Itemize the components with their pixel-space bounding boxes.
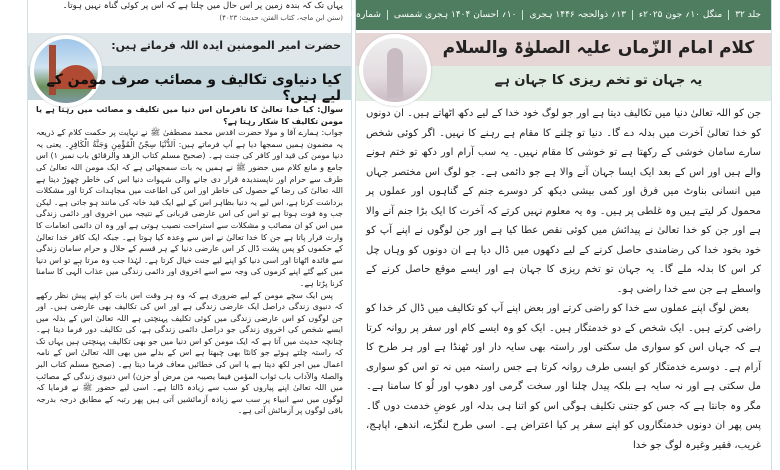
paragraph: جواب: ہمارے آقا و مولا حضرت اقدس محمد مصطفیٰ ﷺ نے نہایت پر حکمت کلام کے ذریعہ یہ مضمون ہمیں سمجھا دیا ہے آپ فرماتے ہیں: اَلدُّنْيَا سِجْنُ الْمُؤْمِنِ وَجَنَّةُ الْكَافِرِ۔ یعنی یہ دنیا مومن کی قید اور کافر کی جنت ہے۔ (صحیح مسلم کتاب الزھد والرقائق باب نمبر ۱) اس جامع و مانع کلام میں حضور ﷺ نے ہمیں یہ بات سمجھائی ہے کہ ایک مومن اللہ تعالیٰ کی طرف سے حرام اور ناپسندیدہ قرار دی جانے والی شہوات دنیا اس کی خاطر چھوڑ دیتا ہے اللہ تعالیٰ کی رضا کے حصول کی خاطر اور اس کی اطاعت میں مجاہدات کرتا اور مشکلات برداشت کرتا ہے، اس لیے یہ دنیا بظاہر اس کے لیے ایک قید خانہ کی مانند ہو جاتی ہے۔ لیکن جب وہ فوت ہوتا ہے تو اس کی اس عارضی قربانی کے نتیجہ میں اخروی اور دائمی زندگی میں اس کو ان مصائب و مشکلات سے استراحت نصیب ہوتی ہے اور وہ ان دائمی انعامات کا وارث قرار پاتا ہے جن کا خدا تعالیٰ نے اس سے وعدہ کیا ہوتا ہے۔ جبکہ ایک کافر خدا تعالیٰ کے حکموں کو پس پشت ڈال کر اس عارضی دنیا کے ہر قسم کے حلال و حرام سامان زندگی سے فائدہ اٹھاتا اور اسی دنیا کو اپنے لیے جنت خیال کرتا ہے۔ لہٰذا جب وہ مرتا ہے تو اس دنیا میں کیے گئے اپنے کرموں کی وجہ سے اسے اخروی اور دائمی زندگی میں عذاب الٰہی کا سامنا کرنا پڑتا ہے۔	[36, 128, 344, 288]
date-hijri: ۱۳؍ ذوالحجہ ۱۴۴۶ ہجری	[522, 10, 631, 20]
paragraph: جن کو اللہ تعالیٰ دنیا میں تکالیف دیتا ہے اور جو لوگ خود خدا کے لیے دکھ اٹھاتے ہیں۔ ان دونوں کو خدا تعالیٰ آخرت میں بدلہ دے گا۔ دنیا تو چلنے کا مقام ہے رہنے کا نہیں۔ اگر کوئی شخص سارے سامان خوشی کے رکھتا ہے تو خوشی کا مقام نہیں۔ یہ سب آرام اور دکھ تو ختم ہونے والے ہیں اور اس کے بعد ایک ایسا جہان آنے والا ہے جو دائمی ہے۔ جو لوگ اس مختصر جہاں میں انسانی بناوٹ میں فرق اور کمی بیشی دیکھ کر دوسرے جنم کے گناہوں اور عملوں پر محمول کر لیتے ہیں وہ غلطی پر ہیں۔ وہ یہ معلوم نہیں کرتے کہ آخرت کا ایک بڑا جنم آنے والا ہے اور جن کو خدا تعالیٰ نے پیدائش میں کوئی نقص عطا کیا ہے اور جن لوگوں نے اپنے آپ کو خود بخود خدا کی رضامندی حاصل کرنے کے لیے دکھوں میں ڈال دیا ہے ان دونوں کو وہاں چل کر اس کا بدلہ ملے گا۔ یہ جہان تو تخم ریزی کا جہان ہے اور ایسے موقع حاصل کرنے کے واسطے ہے جن سے خدا راضی ہو۔	[366, 108, 761, 295]
date-shamsi: ۱۰؍ احسان ۱۴۰۴ ہجری شمسی	[387, 10, 523, 20]
masthead-bar	[338, 0, 771, 30]
right-column	[338, 0, 772, 470]
article-title: کیا دنیاوی تکالیف و مصائب صرف مومن کے لیے ہیں؟	[46, 72, 341, 104]
right-article-body	[356, 104, 771, 455]
date-gregorian: منگل ۱۰؍ جون ۲۰۲۵ء	[632, 10, 728, 20]
hadith-quote: یہاں تک کہ بندہ زمین پر اس حال میں چلتا ہے کہ اس پر کوئی گناہ نہیں ہوتا۔	[62, 1, 343, 11]
volume: جلد ۳۲	[728, 10, 767, 20]
question: سوال: کیا خدا تعالیٰ کا نافرمان اس دنیا میں تکلیف و مصائب میں رہتا ہے یا مومن تکالیف کا شکار رہتا ہے؟	[36, 105, 343, 126]
section-title: کلام امام الزّماں علیہ الصلوٰۃ والسلام	[442, 38, 755, 58]
hadith-reference: (سنن ابن ماجہ، کتاب الفتن، حدیث: ۴۰۲۳)	[219, 14, 343, 22]
left-column	[27, 0, 352, 470]
section-subtitle: یہ جہان تو تخم ریزی کا جہان ہے	[494, 73, 703, 88]
minaret-image	[359, 34, 431, 106]
right-article-header	[356, 33, 771, 101]
paragraph: بعض لوگ اپنے عملوں سے خدا کو راضی کرتے اور بعض اپنے آپ کو تکالیف میں ڈال کر خدا کو راضی کرتے ہیں۔ ایک شخص کے دو خدمتگار ہیں۔ ایک کو وہ ایسے کام اور سفر پر روانہ کرتا ہے کہ جہاں اس کو سواری مل سکتی اور راستہ بھی سایہ دار اور ٹھنڈا ہے اور ہر طرح کا آرام ہے۔ دوسرے خدمتگار کو ایسی طرف روانہ کرتا ہے جس راستہ میں نہ تو اس کو سواری مل سکتی ہے اور نہ سایہ ہے بلکہ پیدل چلنا اور سخت گرمی اور دھوپ اور لُو کا سامنا ہے۔ مگر وہ جانتا ہے کہ جس کو جتنی تکلیف ہوگی اس کو اتنا ہی بدلہ اور عوضِ خدمت دوں گا۔ پس پھر ان دونوں خدمتگاروں کو اپنے سفر پر کیا اعتراض ہے۔ اسی طرح لنگڑے، اندھے، اپاہج، غریب، فقیر وغیرہ لوگ جو خدا	[366, 303, 761, 451]
issue-number: شمارہ ۱۳۶	[338, 10, 381, 20]
paragraph: پس ایک سچے مومن کے لیے ضروری ہے کہ وہ ہر وقت اس بات کو اپنے پیش نظر رکھے کہ دنیوی زندگی دراصل ایک عارضی زندگی ہے اور اس کی تکالیف بھی عارضی ہیں۔ اور جن لوگوں کو اس عارضی زندگی میں کوئی تکلیف پہنچتی ہے اللہ تعالیٰ اس کے بدلہ میں ایسے شخص کی اخروی زندگی جو دراصل دائمی زندگی ہے، کی تکالیف دور فرما دیتا ہے۔ چنانچہ حدیث میں آتا ہے کہ ایک مومن کو اس دنیا میں جو بھی تکالیف پہنچتی ہیں یہاں تک کہ راستہ چلتے ہوئے جو کانٹا بھی چبھتا ہے اس کے بدلے میں بھی اللہ تعالیٰ اس کے نامہ اعمال میں اجر لکھ دیتا ہے یا اس کی خطائیں معاف فرما دیتا ہے۔ (صحیح مسلم کتاب البر والصلۃ والآداب باب ثواب المؤمن فیما یصیبہ من مرض أو حزن) اس دنیوی زندگی کے مصائب میں اللہ تعالیٰ اپنے پیاروں کو سب سے زیادہ ڈالتا ہے۔ اسی لیے حضور ﷺ نے فرمایا کہ لوگوں میں سے انبیاء پر سب سے زیادہ آزمائشیں آتی ہیں پھر رتبہ کے مطابق درجہ بدرجہ باقی لوگوں پر آزمائش آتی ہے۔	[36, 290, 343, 416]
left-article-header	[28, 33, 351, 104]
left-article-body	[28, 104, 351, 417]
article-kicker: حضرت امیر المومنین ایدہ اللہ فرماتے ہیں:	[111, 39, 341, 52]
